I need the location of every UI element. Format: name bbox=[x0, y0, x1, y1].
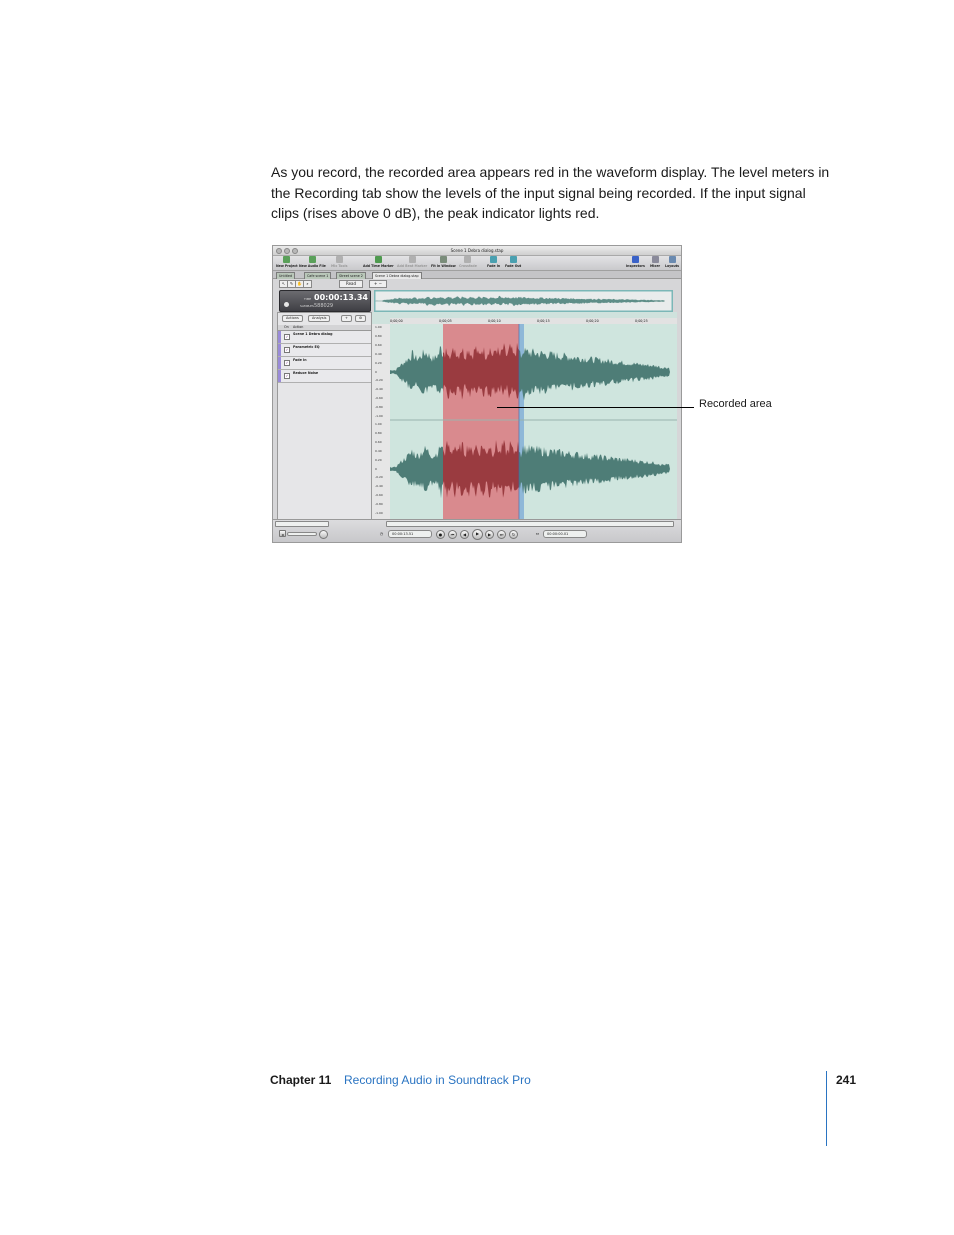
layouts-icon bbox=[669, 256, 676, 263]
toolbar-button-3[interactable] bbox=[363, 256, 394, 270]
toolbar-button-9[interactable] bbox=[626, 256, 645, 270]
action-color-bar bbox=[278, 357, 281, 369]
toolbar-button-label: Add Time Marker bbox=[363, 264, 394, 268]
toolbar-button-7[interactable] bbox=[487, 256, 500, 270]
toolbar-button-label: New Audio File bbox=[299, 264, 326, 268]
toolbar-button-label: Add Beat Marker bbox=[397, 264, 428, 268]
tab-project-2[interactable]: Street scene 2 bbox=[336, 272, 366, 279]
toolbar-button-5[interactable] bbox=[431, 256, 456, 270]
action-name: Fade In bbox=[293, 358, 307, 362]
toolbar-button-label: Layouts bbox=[665, 264, 680, 268]
window-titlebar bbox=[273, 246, 681, 256]
action-enabled-checkbox[interactable]: ✓ bbox=[285, 335, 289, 339]
zoom-tool-icon[interactable]: ⌕ bbox=[303, 280, 312, 288]
footer-chapter: Chapter 11 bbox=[270, 1073, 332, 1087]
amplitude-tick-top: 0 bbox=[375, 369, 377, 374]
zoom-stepper[interactable]: + − bbox=[369, 280, 387, 288]
toolbar-button-11[interactable] bbox=[665, 256, 679, 270]
tab-actions[interactable]: Actions bbox=[282, 315, 303, 322]
page-number: 241 bbox=[836, 1073, 857, 1087]
action-color-bar bbox=[278, 344, 281, 356]
amplitude-tick-bottom: 1.00 bbox=[375, 422, 382, 426]
timeline-tick: 0;00;05 bbox=[439, 319, 452, 323]
toolbar-button-label: Mixer bbox=[650, 264, 661, 268]
amplitude-tick-top: -0.60 bbox=[375, 396, 383, 401]
forward-button[interactable]: ▶ bbox=[485, 530, 494, 539]
amplitude-tick-top: 0.20 bbox=[375, 360, 382, 365]
tab-project-3[interactable]: Scene 1 Debra dialog.stap bbox=[372, 272, 422, 279]
amplitude-tick-bottom: -0.20 bbox=[375, 475, 383, 480]
toolbar-button-label: Fit in Window bbox=[431, 264, 456, 268]
volume-knob-icon[interactable] bbox=[319, 530, 328, 539]
beat-marker-icon bbox=[409, 256, 416, 263]
waveform-editor[interactable] bbox=[372, 312, 677, 519]
automation-mode-select[interactable]: Read bbox=[339, 280, 363, 288]
toolbar-button-label: Fade Out bbox=[505, 264, 522, 268]
action-row[interactable] bbox=[278, 344, 371, 357]
toolbar-button-0[interactable] bbox=[276, 256, 298, 270]
horizontal-scrollbar[interactable] bbox=[275, 521, 329, 527]
soundtrack-pro-screenshot bbox=[272, 245, 682, 543]
amplitude-tick-top: 0.80 bbox=[375, 333, 382, 338]
rewind-button[interactable]: ◀ bbox=[460, 530, 469, 539]
toolbar-button-1[interactable] bbox=[299, 256, 326, 270]
toolbar-button-label: Crossfade bbox=[459, 264, 477, 268]
cycle-button[interactable]: ↻ bbox=[509, 530, 518, 539]
new-project-icon bbox=[283, 256, 290, 263]
toolbar-button-label: Inspectors bbox=[626, 264, 645, 268]
window-title: Scene 1 Debra dialog.stap bbox=[450, 248, 504, 253]
mixer-icon bbox=[652, 256, 659, 263]
amplitude-tick-bottom: -0.80 bbox=[375, 502, 383, 507]
fade-out-icon bbox=[510, 256, 517, 263]
action-name: Parametric EQ bbox=[293, 345, 320, 349]
editor-scrollbar[interactable] bbox=[386, 521, 674, 527]
timeline-tick: 0;00;25 bbox=[635, 319, 648, 323]
amplitude-tick-bottom: 0.20 bbox=[375, 457, 382, 462]
amplitude-tick-bottom: -0.40 bbox=[375, 484, 383, 489]
play-button[interactable]: ▶ bbox=[472, 529, 483, 540]
action-row[interactable] bbox=[278, 357, 371, 370]
timecode-display: 00:00:13.34 bbox=[314, 293, 368, 302]
amplitude-tick-bottom: -0.60 bbox=[375, 493, 383, 498]
new-audio-file-icon bbox=[309, 256, 316, 263]
samples-display: 588029 bbox=[314, 303, 334, 309]
arrow-tool-icon[interactable]: ↖ bbox=[279, 280, 288, 288]
amplitude-tick-top: -0.20 bbox=[375, 378, 383, 383]
action-color-bar bbox=[278, 331, 281, 343]
on-column-header: On bbox=[284, 325, 289, 329]
playhead-clock-icon: ◷ bbox=[379, 531, 384, 536]
hand-tool-icon[interactable]: ✋ bbox=[295, 280, 304, 288]
go-to-end-button[interactable]: ⏭ bbox=[497, 530, 506, 539]
project-tabs bbox=[273, 271, 681, 279]
action-color-bar bbox=[278, 370, 281, 382]
record-indicator-icon bbox=[284, 302, 289, 307]
tab-project-1[interactable]: Cafe scene 1 bbox=[304, 272, 331, 279]
timeline-tick: 0;00;20 bbox=[586, 319, 599, 323]
action-row[interactable] bbox=[278, 370, 371, 383]
amplitude-tick-top: 1.00 bbox=[375, 325, 382, 329]
mix-tools-icon bbox=[336, 256, 343, 263]
action-enabled-checkbox[interactable]: ✓ bbox=[285, 348, 289, 352]
time-marker-icon bbox=[375, 256, 382, 263]
inspectors-icon bbox=[632, 256, 639, 263]
fade-in-icon bbox=[490, 256, 497, 263]
toolbar bbox=[273, 256, 681, 271]
timeline-tick: 0;00;00 bbox=[390, 319, 403, 323]
amplitude-tick-bottom: 0.80 bbox=[375, 430, 382, 435]
action-name: Scene 1 Debra dialog bbox=[293, 332, 333, 336]
zoom-window-button[interactable] bbox=[292, 248, 298, 254]
toolbar-button-label: New Project bbox=[276, 264, 298, 268]
amplitude-tick-top: 0.40 bbox=[375, 351, 382, 356]
amplitude-tick-top: 0.60 bbox=[375, 342, 382, 347]
amplitude-tick-bottom: 0.40 bbox=[375, 448, 382, 453]
duration-icon: ⇔ bbox=[535, 531, 540, 536]
action-column-header: Action bbox=[293, 325, 304, 329]
timeline-tick: 0;00;10 bbox=[488, 319, 501, 323]
waveform-display[interactable] bbox=[390, 324, 677, 519]
volume-slider[interactable] bbox=[287, 532, 317, 536]
action-enabled-checkbox[interactable]: ✓ bbox=[285, 361, 289, 365]
timeline-tick: 0;00;15 bbox=[537, 319, 550, 323]
toolbar-button-4[interactable] bbox=[397, 256, 427, 270]
action-name: Reduce Noise bbox=[293, 371, 319, 375]
callout-label: Recorded area bbox=[699, 398, 772, 410]
action-gear-icon[interactable]: ⚙ bbox=[355, 315, 366, 322]
footer-rule bbox=[826, 1071, 827, 1146]
toolbar-button-6[interactable] bbox=[459, 256, 477, 270]
action-enabled-checkbox[interactable]: ✓ bbox=[285, 374, 289, 378]
samples-caption: SAMPLES bbox=[300, 304, 314, 308]
amplitude-tick-bottom: -1.00 bbox=[375, 511, 383, 515]
amplitude-tick-bottom: 0 bbox=[375, 466, 377, 471]
toolbar-button-label: Fade In bbox=[487, 264, 501, 268]
action-row[interactable] bbox=[278, 331, 371, 344]
window-controls bbox=[276, 248, 298, 254]
callout-line bbox=[497, 407, 694, 408]
toolbar-button-8[interactable] bbox=[505, 256, 521, 270]
crossfade-icon bbox=[464, 256, 471, 263]
selection-length-field[interactable]: 00:00:00.01 bbox=[543, 530, 587, 538]
amplitude-tick-top: -0.40 bbox=[375, 387, 383, 392]
toolbar-button-10[interactable] bbox=[650, 256, 660, 270]
close-window-button[interactable] bbox=[276, 248, 282, 254]
add-action-button[interactable]: + bbox=[341, 315, 352, 322]
go-to-start-button[interactable]: ⏮ bbox=[448, 530, 457, 539]
tool-controls bbox=[273, 279, 681, 288]
playhead-position-field[interactable]: 00:00:13.51 bbox=[388, 530, 432, 538]
record-button[interactable]: ● bbox=[436, 530, 445, 539]
fit-window-icon bbox=[440, 256, 447, 263]
tab-analysis[interactable]: Analysis bbox=[308, 315, 330, 322]
toolbar-button-2[interactable] bbox=[331, 256, 348, 270]
toolbar-button-label: Mix Tools bbox=[331, 264, 348, 268]
time-caption: TIME bbox=[304, 297, 312, 301]
actions-panel bbox=[277, 312, 372, 521]
amplitude-tick-top: -1.00 bbox=[375, 414, 383, 418]
body-paragraph: As you record, the recorded area appears red in the waveform display. The level meters in the Recording tab show the levels of the input signal being recorded. If the input signal clips (rises above 0 dB), the peak indicator lights red. bbox=[271, 164, 830, 221]
pencil-tool-icon[interactable]: ✎ bbox=[287, 280, 296, 288]
speaker-icon: ◂ bbox=[279, 530, 286, 537]
transport-bar bbox=[273, 519, 681, 543]
footer-chapter-title: Recording Audio in Soundtrack Pro bbox=[344, 1073, 531, 1087]
amplitude-tick-bottom: 0.60 bbox=[375, 439, 382, 444]
tab-project-0[interactable]: Untitled bbox=[276, 272, 295, 279]
overview-waveform bbox=[375, 291, 672, 311]
time-display bbox=[279, 290, 371, 312]
waveform-overview[interactable] bbox=[374, 290, 673, 312]
minimize-window-button[interactable] bbox=[284, 248, 290, 254]
amplitude-tick-top: -0.80 bbox=[375, 405, 383, 410]
amplitude-ruler bbox=[372, 324, 391, 519]
